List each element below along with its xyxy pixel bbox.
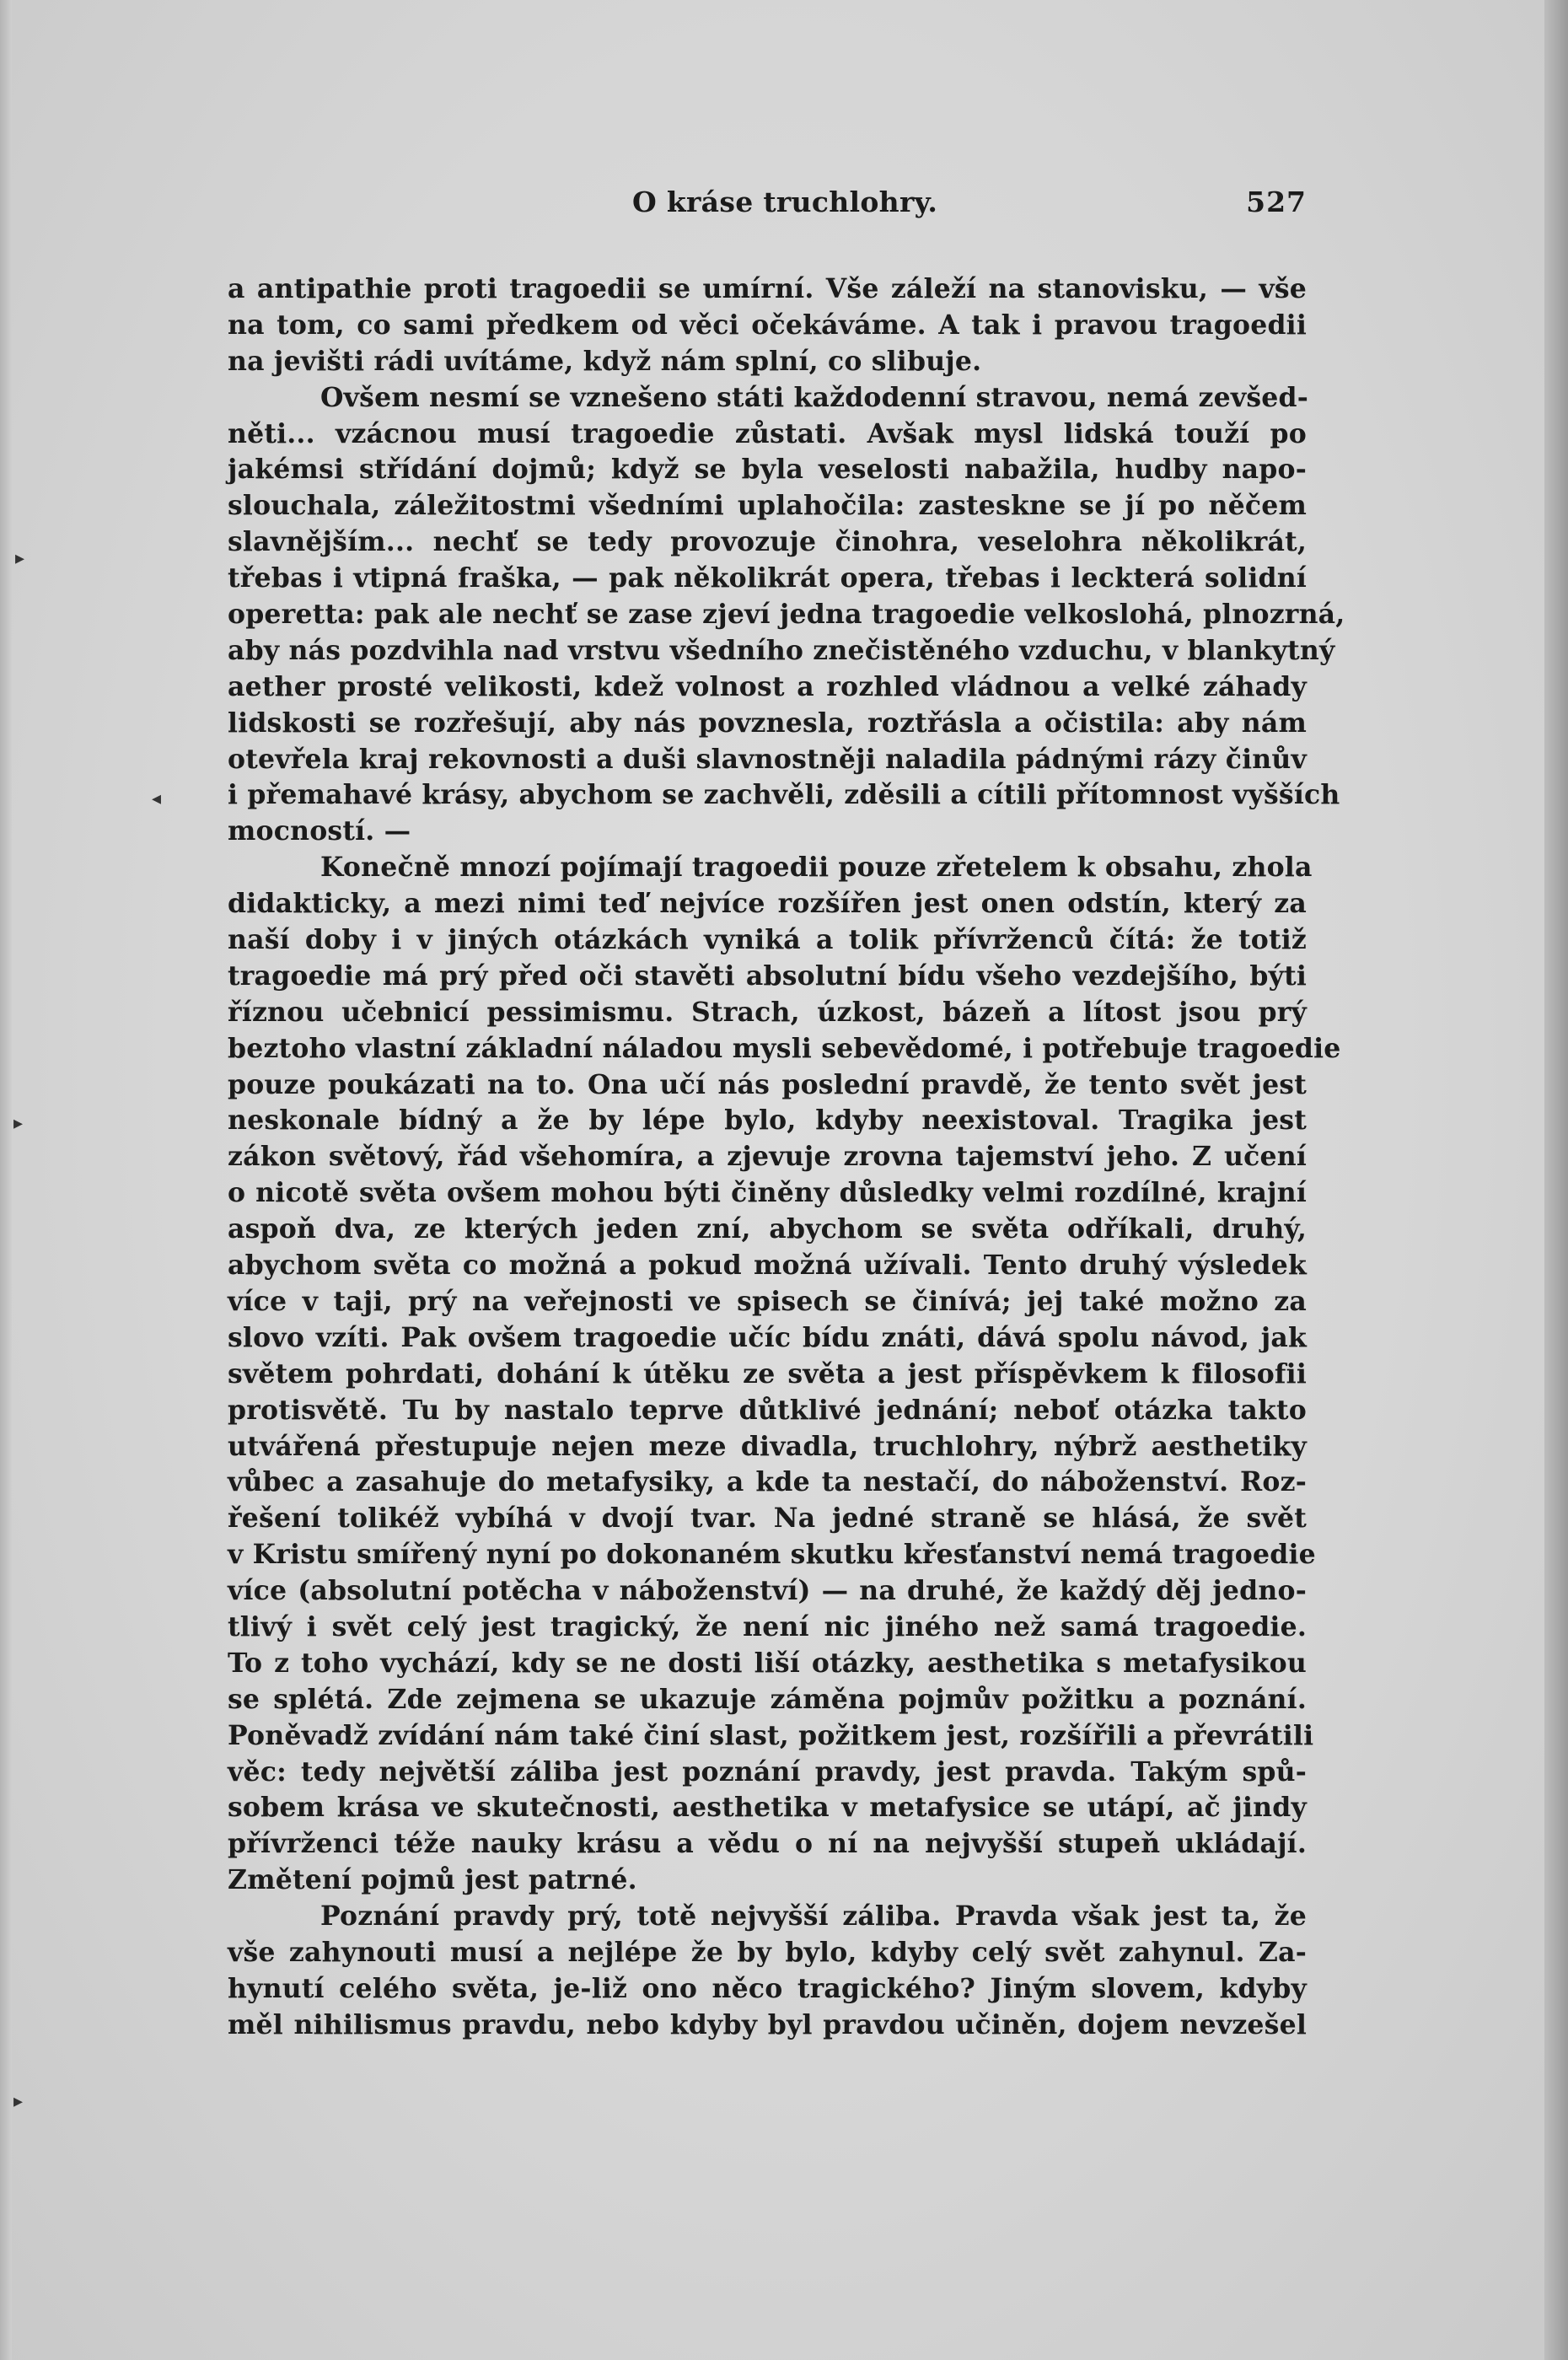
text-line: tlivý i svět celý jest tragický, že není nic jiného než samá tragoedie. [228,1610,1307,1642]
text-line: utvářená přestupuje nejen meze divadla, truchlohry, nýbrž aesthetiky [228,1430,1307,1462]
text-line: slouchala, záležitostmi všedními uplahočila: zasteskne se jí po něčem [228,490,1307,522]
text-line: aether prosté velikosti, kdež volnost a rozhled vládnou a velké záhady [228,670,1307,702]
text-line: řešení tolikéž vybíhá v dvojí tvar. Na jedné straně se hlásá, že svět [228,1503,1307,1535]
text-line: mocností. — [228,815,411,847]
page-number: 527 [1246,185,1307,218]
text-line: protisvětě. Tu by nastalo teprve důtklivé jednání; neboť otázka takto [228,1394,1307,1426]
text-line: aspoň dva, ze kterých jeden zní, abychom se světa odříkali, druhý, [228,1213,1307,1245]
body-text [228,271,1345,2044]
text-line: slovo vzíti. Pak ovšem tragoedie učíc bídu znáti, dává spolu návod, jak [228,1321,1307,1353]
margin-mark: ▸ [15,548,25,569]
text-line: více v taji, prý na veřejnosti ve spisech se činívá; jej také možno za [228,1285,1307,1317]
text-line: věc: tedy největší záliba jest poznání pravdy, jest pravda. Takým spů- [228,1755,1307,1787]
text-line: více (absolutní potěcha v náboženství) — na druhé, že každý děj jedno- [228,1575,1307,1607]
text-line: To z toho vychází, kdy se ne dosti liší otázky, aesthetika s metafysikou [228,1647,1307,1679]
text-line: zákon světový, řád všehomíra, a zjevuje zrovna tajemství jeho. Z učení [228,1141,1307,1173]
text-line: otevřela kraj rekovnosti a duši slavnostněji naladila pádnými rázy činův [228,743,1307,775]
margin-mark: ▸ [13,2091,24,2112]
text-line: tragoedie má prý před oči stavěti absolutní bídu všeho vezdejšího, býti [228,960,1307,992]
text-line: na jevišti rádi uvítáme, když nám splní, co slibuje. [228,345,982,377]
text-line: přívrženci téže nauky krásu a vědu o ní na nejvyšší stupeň ukládají. [228,1828,1307,1860]
text-line: Změtení pojmů jest patrné. [228,1864,637,1896]
text-line: didakticky, a mezi nimi teď nejvíce rozšířen jest onen odstín, který za [228,888,1307,920]
text-line: vůbec a zasahuje do metafysiky, a kde ta nestačí, do náboženství. Roz- [228,1466,1307,1498]
text-line: v Kristu smířený nyní po dokonaném skutku křesťanství nemá tragoedie [228,1539,1316,1571]
margin-mark: ▸ [13,1113,24,1134]
text-line: abychom světa co možná a pokud možná užívali. Tento druhý výsledek [228,1250,1307,1282]
text-line: aby nás pozdvihla nad vrstvu všedního znečistěného vzduchu, v blankytný [228,634,1335,666]
text-line: vše zahynouti musí a nejlépe že by bylo, kdyby celý svět zahynul. Za- [228,1936,1307,1968]
text-line: na tom, co sami předkem od věci očekáváme. A tak i pravou tragoedii [228,309,1307,341]
text-line: hynutí celého světa, je-liž ono něco tragického? Jiným slovem, kdyby [228,1972,1307,2004]
text-line: jakémsi střídání dojmů; když se byla veselosti nabažila, hudby napo- [228,454,1307,486]
text-line: operetta: pak ale nechť se zase zjeví jedna tragoedie velkoslohá, plnozrná, [228,599,1345,631]
text-line: měl nihilismus pravdu, nebo kdyby byl pravdou učiněn, dojem nevzešel [228,2008,1307,2040]
text-line: pouze poukázati na to. Ona učí nás poslední pravdě, že tento svět jest [228,1068,1307,1100]
text-line: Konečně mnozí pojímají tragoedii pouze zřetelem k obsahu, zhola [320,852,1313,884]
text-line: Poněvadž zvídání nám také činí slast, požitkem jest, rozšířili a převrátili [228,1719,1314,1751]
text-line: i přemahavé krásy, abychom se zachvěli, zděsili a cítili přítomnost vyšších [228,779,1340,811]
text-line: říznou učebnicí pessimismu. Strach, úzkost, bázeň a lítost jsou prý [228,996,1307,1028]
book-page [228,177,1345,2044]
text-line: třebas i vtipná fraška, — pak několikrát opera, třebas i leckterá solidní [228,562,1307,594]
text-line: beztoho vlastní základní náladou mysli sebevědomé, i potřebuje tragoedie [228,1032,1341,1064]
text-line: Poznání pravdy prý, totě nejvyšší záliba. Pravda však jest ta, že [320,1900,1307,1933]
right-binding-edge [1544,0,1568,2360]
text-line: něti... vzácnou musí tragoedie zůstati. Avšak mysl lidská touží po [228,417,1307,449]
text-line: sobem krása ve skutečnosti, aesthetika v metafysice se utápí, ač jindy [228,1792,1307,1824]
left-page-edge [0,0,12,2360]
text-line: neskonale bídný a že by lépe bylo, kdyby neexistoval. Tragika jest [228,1105,1307,1137]
margin-mark: ◂ [152,788,162,809]
text-line: slavnějším... nechť se tedy provozuje činohra, veselohra několikrát, [228,526,1307,558]
text-line: světem pohrdati, dohání k útěku ze světa a jest příspěvkem k filosofii [228,1357,1307,1390]
text-line: Ovšem nesmí se vznešeno státi každodenní stravou, nemá zevšed- [320,381,1309,413]
text-line: se splétá. Zde zejmena se ukazuje záměna pojmův požitku a poznání. [228,1683,1307,1715]
text-line: naší doby i v jiných otázkách vyniká a tolik přívrženců čítá: že totiž [228,924,1307,956]
text-line: a antipathie proti tragoedii se umírní. Vše záleží na stanovisku, — vše [228,273,1307,304]
text-line: lidskosti se rozřešují, aby nás povznesla, roztřásla a očistila: aby nám [228,707,1307,739]
running-head [228,177,1307,228]
running-head-title: O kráse truchlohry. [632,185,938,218]
text-line: o nicotě světa ovšem mohou býti činěny důsledky velmi rozdílné, krajní [228,1177,1307,1209]
